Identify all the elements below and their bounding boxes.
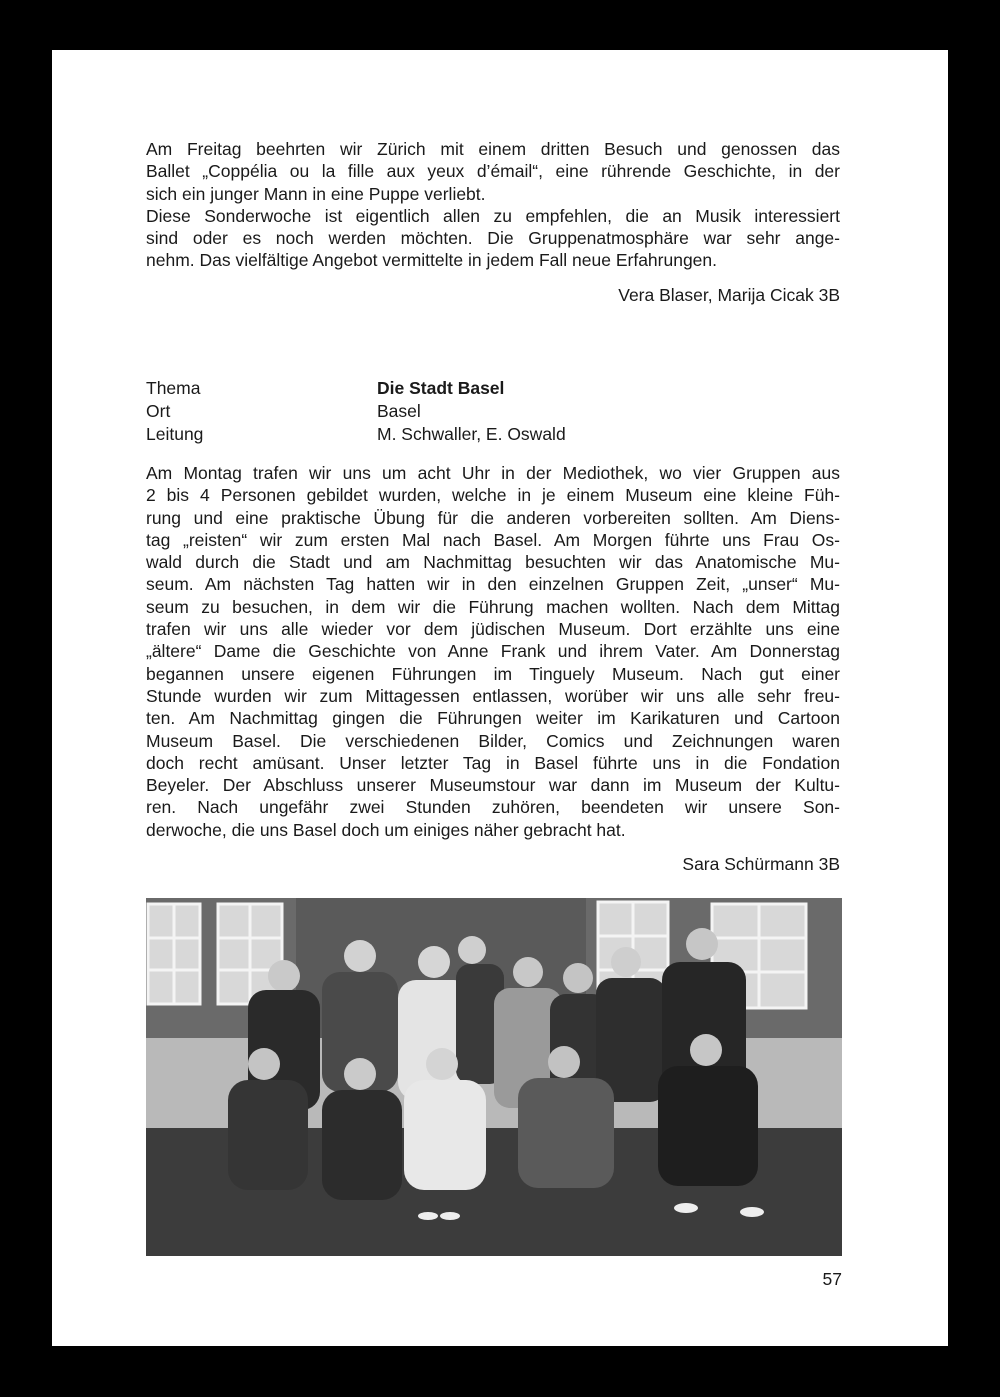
text-line: Stunde wurden wir zum Mittagessen entlassen, worüber wir uns alle sehr freu- <box>146 685 840 706</box>
meta-label: Leitung <box>146 424 204 444</box>
text-line: Museum Basel. Die verschiedenen Bilder, Comics und Zeichnungen waren <box>146 730 840 751</box>
text-line: ten. Am Nachmittag gingen die Führungen weiter im Karikaturen und Cartoon <box>146 708 840 729</box>
meta-block <box>146 377 840 446</box>
article-basel <box>146 462 840 875</box>
text-line: sich ein junger Mann in eine Puppe verliebt. <box>146 183 486 204</box>
meta-row-ort <box>146 400 840 423</box>
signature-1: Vera Blaser, Marija Cicak 3B <box>618 284 840 305</box>
text-line: ren. Nach ungefähr zwei Stunden zuhören, beendeten wir unsere Son- <box>146 797 840 818</box>
article-basel-text <box>146 462 840 841</box>
text-line: wald durch die Stadt und am Nachmittag besuchten wir das Anatomische Mu- <box>146 552 840 573</box>
meta-value-title: Die Stadt Basel <box>377 378 505 398</box>
group-photo <box>146 898 842 1256</box>
signature-2: Sara Schürmann 3B <box>682 854 840 875</box>
text-line: „ältere“ Dame die Geschichte von Anne Frank und ihrem Vater. Am Donnerstag <box>146 641 840 662</box>
article-coppelia <box>146 138 840 306</box>
document-page <box>52 50 948 1346</box>
text-line: Am Montag trafen wir uns um acht Uhr in der Mediothek, wo vier Gruppen aus <box>146 463 840 483</box>
article-coppelia-text <box>146 138 840 272</box>
meta-row-thema <box>146 377 840 400</box>
text-line: Am Freitag beehrten wir Zürich mit einem dritten Besuch und genossen das <box>146 139 840 159</box>
group-photo-illustration <box>146 898 842 1256</box>
text-line: sind oder es noch werden möchten. Die Gruppenatmosphäre war sehr ange- <box>146 228 840 249</box>
text-line: seum zu besuchen, in dem wir die Führung machen wollten. Nach dem Mittag <box>146 596 840 617</box>
text-line: 2 bis 4 Personen gebildet wurden, welche in je einem Museum eine kleine Füh- <box>146 485 840 506</box>
meta-label: Ort <box>146 401 171 421</box>
meta-value: M. Schwaller, E. Oswald <box>377 424 566 444</box>
text-line: begannen unsere eigenen Führungen im Tinguely Museum. Nach gut einer <box>146 663 840 684</box>
text-line: doch recht amüsant. Unser letzter Tag in Basel führte uns in die Fondation <box>146 752 840 773</box>
text-line: trafen wir uns alle wieder vor dem jüdischen Museum. Dort erzählte uns eine <box>146 619 840 640</box>
text-line: Diese Sonderwoche ist eigentlich allen zu empfehlen, die an Musik interessiert <box>146 205 840 226</box>
text-line: Beyeler. Der Abschluss unserer Museumstour war dann im Museum der Kultu- <box>146 775 840 796</box>
meta-row-leitung <box>146 423 840 446</box>
text-line: Ballet „Coppélia ou la fille aux yeux d’émail“, eine rührende Geschichte, in der <box>146 161 840 182</box>
text-line: seum. Am nächsten Tag hatten wir in den einzelnen Gruppen Zeit, „unser“ Mu- <box>146 574 840 595</box>
meta-label: Thema <box>146 378 201 398</box>
text-line: nehm. Das vielfältige Angebot vermittelte in jedem Fall neue Erfahrungen. <box>146 250 718 271</box>
page-number: 57 <box>822 1269 842 1289</box>
text-line: rung und eine praktische Übung für die anderen vorbereiten sollten. Am Diens- <box>146 507 840 528</box>
text-line: tag „reisten“ wir zum ersten Mal nach Basel. Am Morgen führte uns Frau Os- <box>146 529 840 550</box>
text-line: derwoche, die uns Basel doch um einiges näher gebracht hat. <box>146 819 626 840</box>
meta-value: Basel <box>377 401 421 421</box>
